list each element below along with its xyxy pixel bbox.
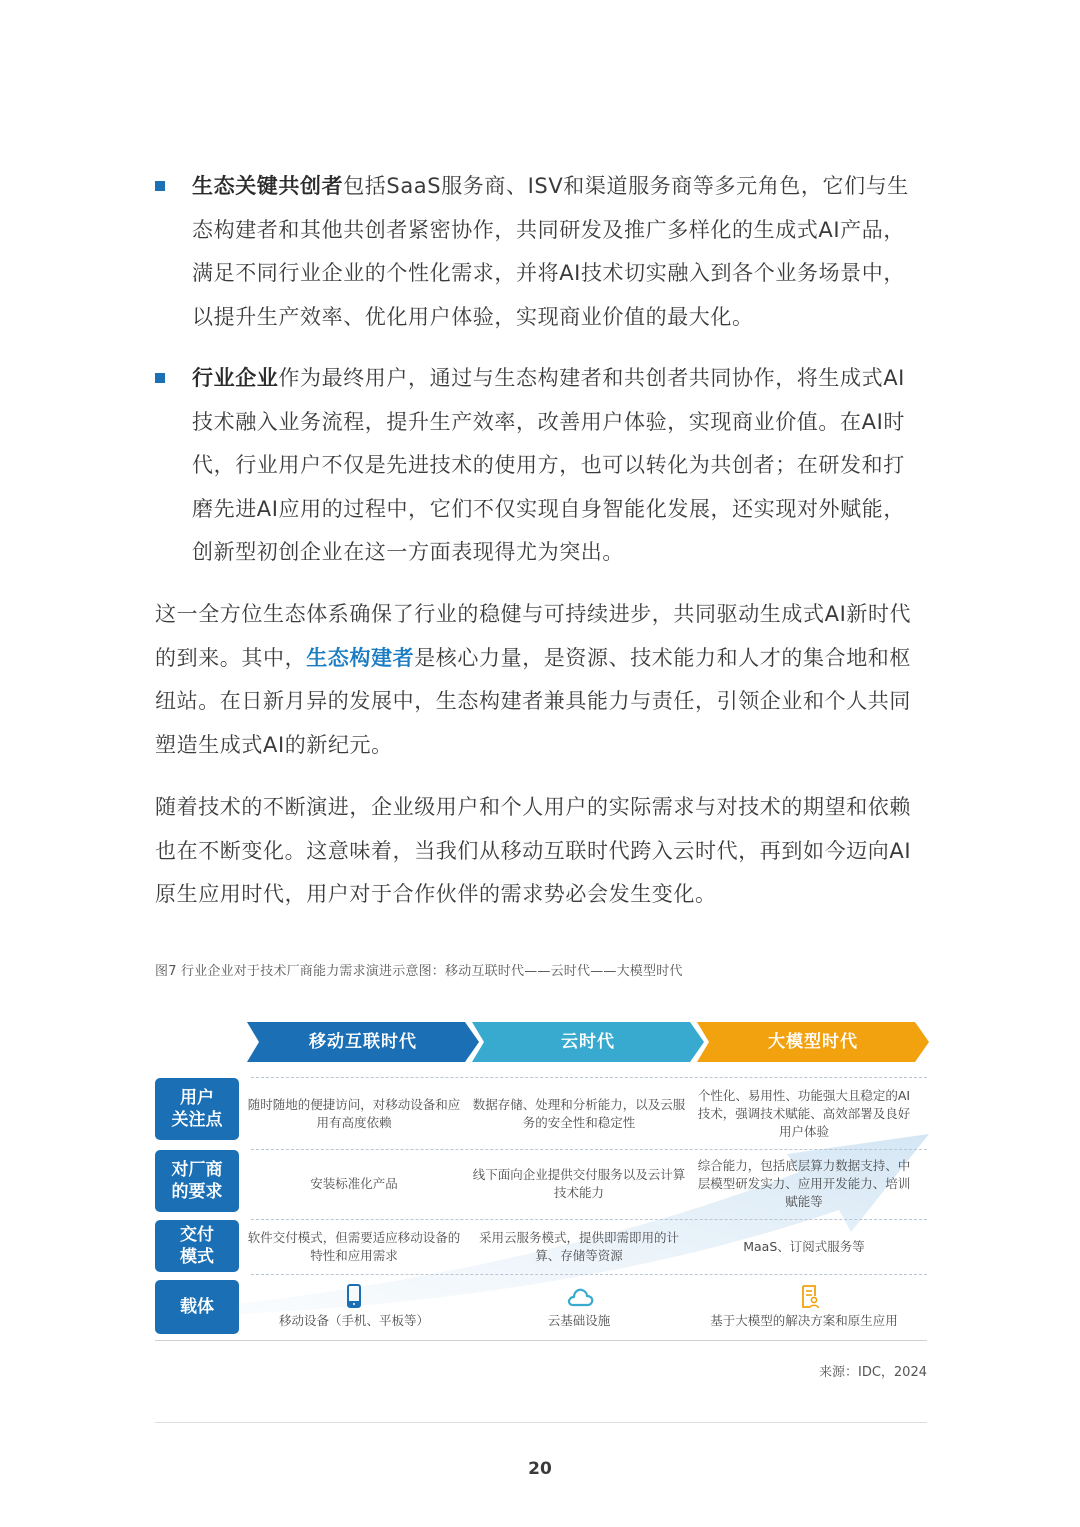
figure-source: 来源：IDC，2024	[818, 1365, 927, 1380]
document-user-icon	[795, 1284, 825, 1310]
capability-evolution-diagram	[155, 1022, 927, 1342]
era-header	[247, 1022, 927, 1062]
cell-ai-vendor-requirement: 综合能力，包括底层算力数据支持、中层模型研发实力、应用开发能力、培训赋能等	[697, 1158, 911, 1209]
paragraph-ecosystem: 这一全方位生态体系确保了行业的稳健与可持续进步，共同驱动生成式AI新时代 的到来。其中，生态构建者是核心力量，是资源、技术能力和人才的集合地和枢 纽站。在日新月异的发展中，生态构建者兼具能力与责任，引领企业和个人共同 塑造生成式AI的新纪元。	[155, 602, 912, 757]
row-label-user-focus: 用户 关注点	[155, 1078, 239, 1140]
bullet-text: 生态关键共创者包括SaaS服务商、ISV和渠道服务商等多元角色，它们与生 态构建者和其他共创者紧密协作，共同研发及推广多样化的生成式AI产品， 满足不同行业企业的个性化需求，并将AI技术切实融入到各个业务场景中， 以提升生产效率、优化用户体验，实现商业价值的最大化。	[192, 174, 909, 329]
cloud-icon	[566, 1284, 596, 1310]
cell-ai-delivery: MaaS、订阅式服务等	[743, 1239, 865, 1254]
bullet-bold-term: 行业企业	[192, 366, 279, 390]
bullet-square-icon	[155, 373, 165, 383]
cell-ai-user-focus: 个性化、易用性、功能强大且稳定的AI技术，强调技术赋能、高效部署及良好用户体验	[697, 1088, 911, 1139]
bullet-square-icon	[155, 181, 165, 191]
bullet-bold-term: 生态关键共创者	[192, 174, 344, 198]
row-divider	[251, 1274, 927, 1275]
highlight-ecosystem-builder: 生态构建者	[306, 645, 415, 670]
bullet-industry-enterprise	[155, 357, 927, 575]
row-label-vendor-requirement: 对厂商 的要求	[155, 1150, 239, 1212]
carrier-cloud-label: 云基础设施	[547, 1313, 611, 1328]
page-number: 20	[528, 1459, 552, 1479]
cell-mobile-delivery: 软件交付模式，但需要适应移动设备的特性和应用需求	[247, 1230, 461, 1263]
figure-caption: 图7 行业企业对于技术厂商能力需求演进示意图：移动互联时代——云时代——大模型时代	[155, 964, 683, 979]
carrier-ai-label: 基于大模型的解决方案和原生应用	[710, 1313, 898, 1328]
carrier-mobile-label: 移动设备（手机、平板等）	[278, 1313, 429, 1328]
cell-cloud-user-focus: 数据存储、处理和分析能力，以及云服务的安全性和稳定性	[472, 1097, 686, 1130]
era-large-model: 大模型时代	[697, 1022, 929, 1062]
row-divider	[251, 1077, 927, 1078]
bullet-ecosystem-cocreator	[155, 165, 927, 339]
bullet-text: 行业企业作为最终用户，通过与生态构建者和共创者共同协作，将生成式AI 技术融入业务流程，提升生产效率，改善用户体验，实现商业价值。在AI时 代，行业用户不仅是先进技术的使用方，也可以转化为共创者；在研发和打 磨先进AI应用的过程中，它们不仅实现自身智能化发展，还实现对外赋能， 创新型初创企业在这一方面表现得尤为突出。	[192, 366, 905, 564]
row-label-delivery-model: 交付 模式	[155, 1220, 239, 1272]
era-cloud: 云时代	[472, 1022, 704, 1062]
footer-rule	[155, 1422, 927, 1423]
paragraph-evolution: 随着技术的不断演进，企业级用户和个人用户的实际需求与对技术的期望和依赖 也在不断变化。这意味着，当我们从移动互联时代跨入云时代，再到如今迈向AI 原生应用时代，用户对于合作伙伴的需求势必会发生变化。	[155, 795, 912, 906]
cell-cloud-vendor-requirement: 线下面向企业提供交付服务以及云计算技术能力	[472, 1167, 686, 1200]
cell-cloud-delivery: 采用云服务模式，提供即需即用的计算、存储等资源	[478, 1230, 679, 1263]
row-label-carrier: 载体	[155, 1280, 239, 1334]
figure-bottom-rule	[155, 1340, 927, 1341]
cell-mobile-vendor-requirement: 安装标准化产品	[310, 1176, 398, 1191]
era-mobile-internet: 移动互联时代	[247, 1022, 479, 1062]
cell-mobile-user-focus: 随时随地的便捷访问，对移动设备和应用有高度依赖	[247, 1097, 461, 1130]
mobile-device-icon	[339, 1284, 369, 1310]
